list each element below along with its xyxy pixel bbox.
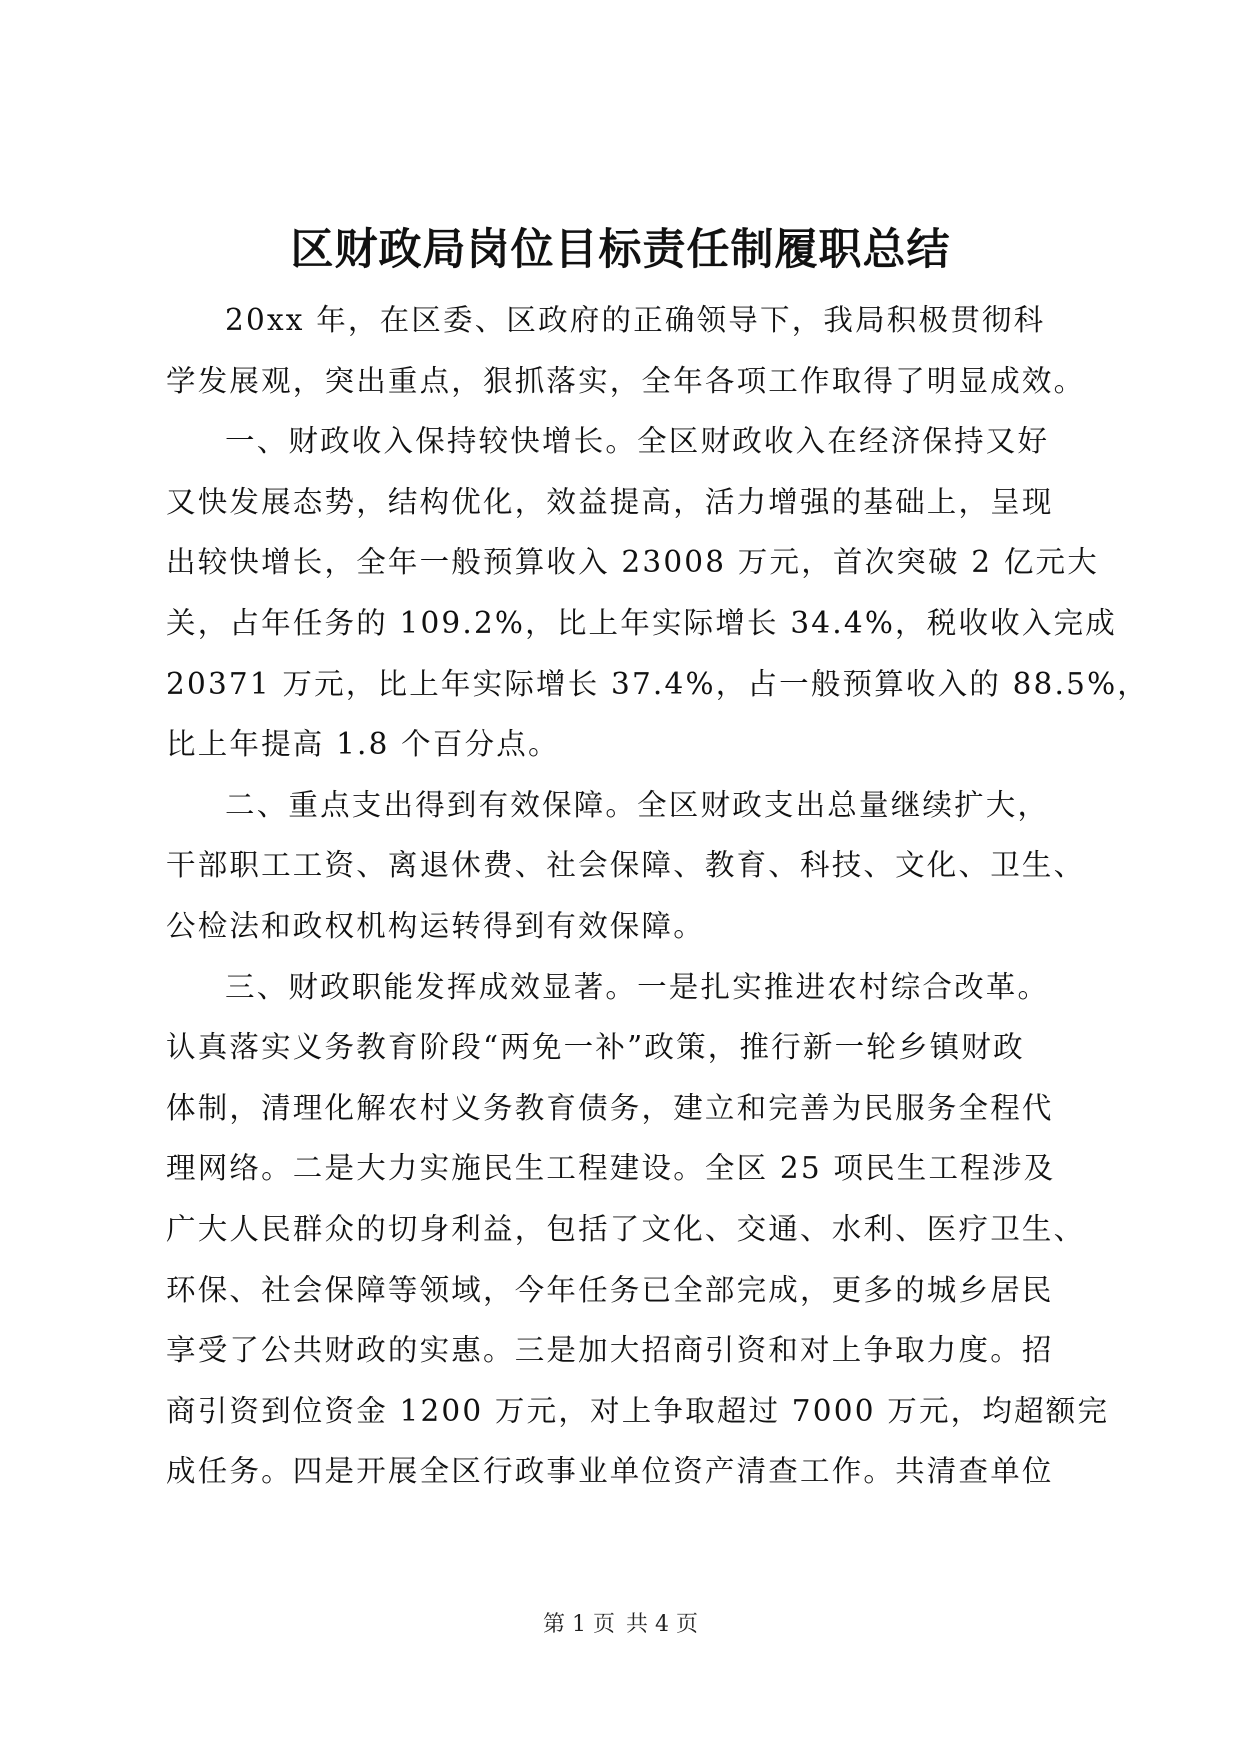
page-footer	[0, 1610, 1241, 1640]
text-line: 享受了公共财政的实惠。三是加大招商引资和对上争取力度。招	[166, 1333, 1054, 1368]
text-line: 学发展观，突出重点，狠抓落实，全年各项工作取得了明显成效。	[166, 363, 1086, 398]
text-line: 关，占年任务的 109.2%，比上年实际增长 34.4%，税收收入完成	[166, 605, 1117, 640]
text-line: 认真落实义务教育阶段“两免一补”政策，推行新一轮乡镇财政	[166, 1030, 1025, 1065]
text-line: 出较快增长，全年一般预算收入 23008 万元，首次突破 2 亿元大	[166, 545, 1099, 580]
text-line: 环保、社会保障等领域，今年任务已全部完成，更多的城乡居民	[166, 1272, 1054, 1307]
text-line: 又快发展态势，结构优化，效益提高，活力增强的基础上，呈现	[166, 484, 1054, 519]
page-number: 第 1 页	[543, 1612, 615, 1637]
body-paragraph	[166, 411, 1150, 775]
text-line: 广大人民群众的切身利益，包括了文化、交通、水利、医疗卫生、	[166, 1211, 1086, 1246]
text-line: 比上年提高 1.8 个百分点。	[166, 727, 560, 762]
body-paragraph	[166, 957, 1110, 1502]
text-line: 20371 万元，比上年实际增长 37.4%，占一般预算收入的 88.5%，	[166, 666, 1150, 701]
text-line: 体制，清理化解农村义务教育债务，建立和完善为民服务全程代	[166, 1090, 1054, 1125]
text-line: 一、财政收入保持较快增长。全区财政收入在经济保持又好	[225, 424, 1050, 459]
text-line: 商引资到位资金 1200 万元，对上争取超过 7000 万元，均超额完	[166, 1393, 1110, 1428]
document-title: 区财政局岗位目标责任制履职总结	[290, 225, 951, 275]
page-total: 共 4 页	[626, 1612, 698, 1637]
document-body	[166, 290, 1150, 1502]
body-paragraph	[166, 290, 1088, 411]
body-paragraph	[166, 775, 1088, 957]
text-line: 公检法和政权机构运转得到有效保障。	[166, 908, 705, 943]
text-line: 二、重点支出得到有效保障。全区财政支出总量继续扩大，	[225, 787, 1050, 822]
text-line: 干部职工工资、离退休费、社会保障、教育、科技、文化、卫生、	[166, 848, 1086, 883]
text-line: 成任务。四是开展全区行政事业单位资产清查工作。共清查单位	[166, 1454, 1054, 1489]
text-line: 20xx 年，在区委、区政府的正确领导下，我局积极贯彻科	[225, 303, 1046, 337]
text-line: 三、财政职能发挥成效显著。一是扎实推进农村综合改革。	[225, 969, 1050, 1004]
text-line: 理网络。二是大力实施民生工程建设。全区 25 项民生工程涉及	[166, 1151, 1056, 1186]
